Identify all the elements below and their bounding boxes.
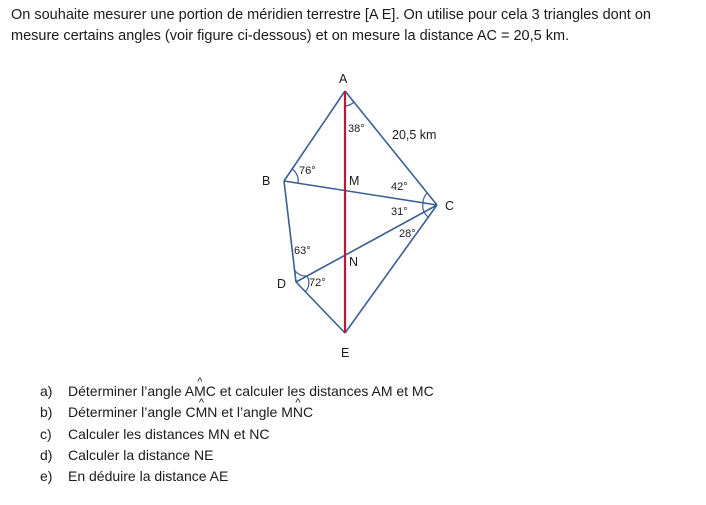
intro-line-2: mesure certains angles (voir figure ci-dessous) et on mesure la distance AC = 20,5 km. [11,28,570,44]
arc-c-upper [423,193,427,203]
question-label: a) [40,383,53,399]
segment-dc [296,205,437,282]
question-label: d) [40,446,53,463]
arc-c-lower [424,212,428,217]
question-item [40,424,680,445]
segment-ce [345,205,437,333]
question-item [40,466,680,487]
geometry-figure [240,62,480,362]
question-text: Calculer les distances MN et NC [68,425,270,442]
question-text-part: C [303,404,314,421]
angle-vertex-hat: ^ M [196,402,208,423]
point-c-label: C [445,199,455,213]
arc-a [345,102,354,106]
angle-vertex-hat: ^ M [194,381,206,402]
question-text-part: Déterminer l’angle C [68,404,196,421]
angle-label-c-mid: 31° [391,206,408,218]
segment-bd [284,181,296,282]
question-label: e) [40,468,53,485]
question-label: c) [40,425,52,442]
point-n-label: N [349,255,359,269]
point-a-label: A [339,72,348,86]
angle-label-d-upper: 63° [294,245,311,257]
question-item [40,381,680,402]
distance-ac-label: 20,5 km [392,128,437,142]
point-d-label: D [277,277,287,291]
angle-label-c-upper: 42° [391,181,408,193]
arc-c-mid [423,203,424,212]
question-text-part: Déterminer l’angle A [68,383,195,399]
question-item [40,402,680,423]
question-list [40,381,680,487]
intro-line-1: On souhaite mesurer une portion de méridien terrestre [A E]. On utilise pour cela 3 triangles dont on [11,7,651,23]
angle-vertex-hat: ^ N [293,402,303,423]
question-label: b) [40,404,53,421]
question-text-part: N et l’angle M [207,404,293,421]
figure-svg [240,62,480,362]
question-item [40,445,680,466]
angle-label-a: 38° [348,123,365,135]
angle-label-c-lower: 28° [399,228,416,240]
arc-b [292,169,298,183]
point-m-label: M [349,174,360,188]
point-e-label: E [341,346,350,360]
problem-statement [11,5,701,47]
question-text: Calculer la distance NE [68,446,214,463]
question-text-part: C et calculer les distances AM et MC [205,383,434,399]
question-text [68,402,313,423]
question-text [68,381,434,402]
segment-de [296,282,345,333]
point-b-label: B [262,174,271,188]
question-text: En déduire la distance AE [68,468,229,485]
segment-bc [284,181,437,205]
angle-label-d-lower: 72° [309,277,326,289]
angle-label-b: 76° [299,165,316,177]
